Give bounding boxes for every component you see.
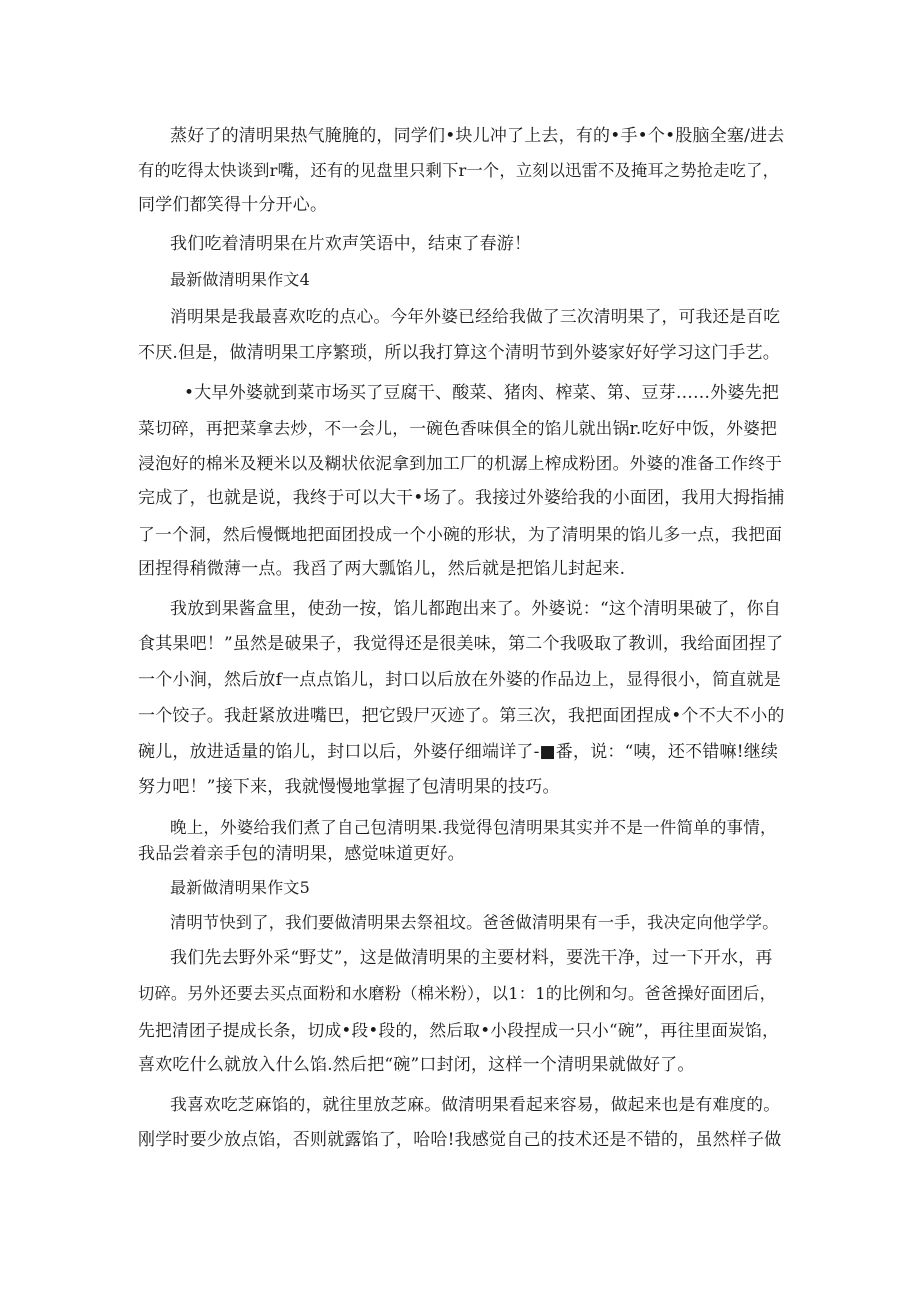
text-line: 我品尝着亲手包的清明果，感觉味道更好。 bbox=[138, 844, 465, 864]
text-line: 食其果吧！”虽然是破果子，我觉得还是很美味，第二个我吸取了教训，我给面团捏了 bbox=[138, 634, 784, 654]
text-line: 不厌.但是，做清明果工序繁琐，所以我打算这个清明节到外婆家好好学习这门手艺。 bbox=[138, 343, 781, 363]
text-line: 蒸好了的清明果热气腌腌的，同学们•块儿冲了上去，有的•手•个•股脑全塞/进去 bbox=[170, 126, 785, 146]
section-heading-text: 最新做清明果作文4 bbox=[170, 270, 310, 289]
text-line: 了一个洞，然后慢慨地把面团投成一个小碗的形状，为了清明果的馅儿多一点，我把面 bbox=[138, 524, 783, 544]
text-line: 我喜欢吃芝麻馅的，就往里放芝麻。做清明果看起来容易，做起来也是有难度的。 bbox=[170, 1094, 781, 1114]
text-line: 清明节快到了，我们要做清明果去祭祖坟。爸爸做清明果有一手，我决定向他学学。 bbox=[170, 913, 779, 932]
text-line: 一个小涧，然后放f一点点馅儿，封口以后放在外婆的作品边上，显得很小，简直就是 bbox=[138, 670, 781, 690]
text-line: 完成了，也就是说，我终于可以大干•场了。我接过外婆给我的小面团，我用大拇指捕 bbox=[138, 488, 785, 508]
text-line: •大早外婆就到菜市场买了豆腐干、酸菜、猪肉、榨菜、第、豆芽……外婆先把 bbox=[184, 383, 780, 403]
text-line: 我放到果酱盒里，使劲一按，馅儿都跑出来了。外婆说：“这个清明果破了，你自 bbox=[170, 599, 781, 619]
text-line: 我们吃着清明果在片欢声笑语中，结束了春游！ bbox=[170, 234, 532, 254]
text-line: 努力吧！”接下来，我就慢慢地掌握了包清明果的技巧。 bbox=[138, 777, 560, 797]
text-line: 刚学时要少放点馅，否则就露馅了，哈哈!我感觉自己的技术还是不错的，虽然样子做 bbox=[138, 1130, 782, 1150]
text-line: 喜欢吃什么就放入什么馅.然后把“碗”口封闭，这样一个清明果就做好了。 bbox=[138, 1055, 695, 1075]
text-line: 晚上，外婆给我们煮了自己包清明果.我觉得包清明果其实并不是一件简单的事情， bbox=[170, 818, 777, 837]
text-line: 同学们都笑得十分开心。 bbox=[138, 195, 328, 215]
text-line: 团捏得稍微薄一点。我舀了两大瓢馅儿，然后就是把馅儿封起来. bbox=[138, 559, 626, 579]
section-heading-text: 最新做清明果作文5 bbox=[170, 878, 310, 897]
text-line: 碗儿，放进适量的馅儿，封口以后，外婆仔细端详了-■番，说：“咦，还不错嘛!继续 bbox=[138, 742, 779, 762]
text-line: 菜切碎，再把菜拿去炒，不一会儿，一碗色香味俱全的馅儿就出锅r.吃好中饭，外婆把 bbox=[138, 418, 778, 438]
text-line: 浸泡好的棉米及粳米以及糊状依泥拿到加工厂的机潺上榨成粉团。外婆的准备工作终于 bbox=[138, 453, 783, 473]
text-line: 先把清团子提成长条，切成•段•段的，然后取•小段捏成一只小“碗”，再往里面炭馅， bbox=[138, 1020, 780, 1040]
text-line: 有的吃得太快谈到r嘴，还有的见盘里只剩下r一个，立刻以迅雷不及掩耳之势抢走吃了， bbox=[138, 161, 780, 180]
text-line: 我们先去野外采“野艾”，这是做清明果的主要材料，要洗干净，过一下开水，再 bbox=[170, 948, 773, 968]
text-line: 一个饺子。我赶紧放进嘴巴，把它毁尸灭迹了。第三次，我把面团捏成•个不大不小的 bbox=[138, 706, 785, 726]
text-line: 消明果是我最喜欢吃的点心。今年外婆已经给我做了三次清明果了，可我还是百吃 bbox=[170, 306, 781, 326]
text-line: 切碎。另外还要去买点面粉和水磨粉（棉米粉），以1：1的比例和匀。爸爸操好面团后， bbox=[138, 984, 777, 1003]
